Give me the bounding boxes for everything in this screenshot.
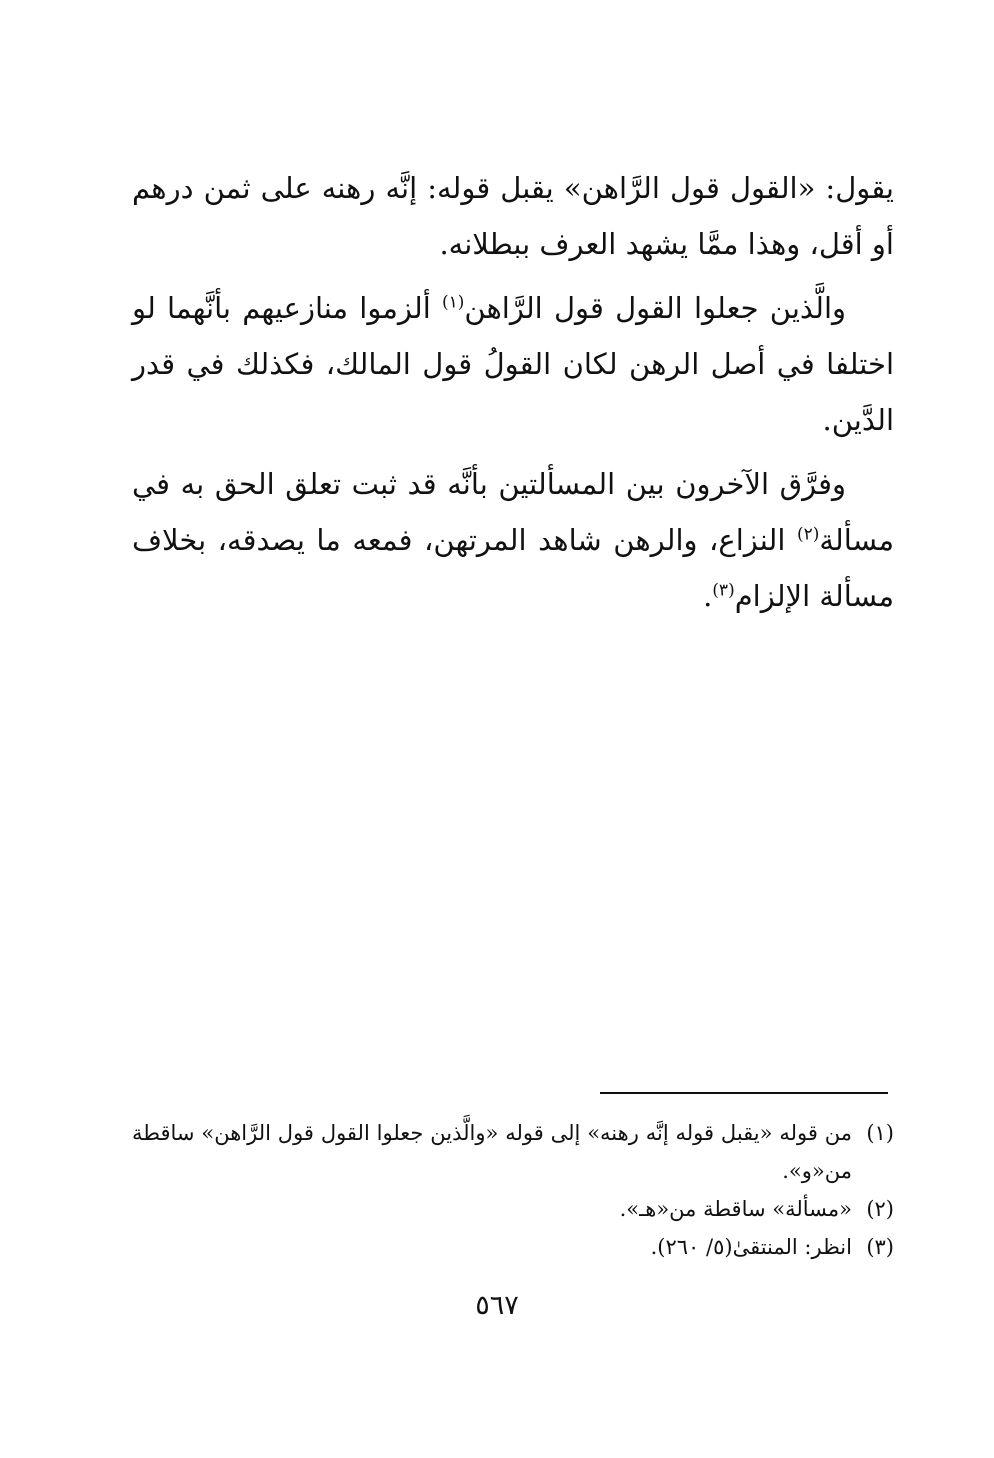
- footnote-item: [132, 1190, 894, 1228]
- footnote-text: انظر: المنتقىٰ(٥/ ٢٦٠).: [650, 1235, 852, 1259]
- footnote-number: (٣): [866, 1235, 894, 1259]
- footnote-number: (٢): [866, 1197, 894, 1221]
- footnote-ref-1: (١): [442, 292, 465, 313]
- paragraph-3-text-start: وفرَّق الآخرون بين المسألتين بأنَّه قد ثبت تعلق الحق به في مسألة: [132, 467, 894, 557]
- main-text: [132, 160, 894, 632]
- paragraph-1-text: يقول: «القول قول الرَّاهن» يقبل قوله: إنَّه رهنه على ثمن درهم أو أقل، وهذا ممَّا يشهد العرف ببطلانه.: [132, 171, 894, 261]
- footnote-ref-2: (٢): [796, 524, 820, 545]
- footnote-ref-3: (٣): [712, 580, 735, 601]
- paragraph-2-text-start: والَّذين جعلوا القول قول الرَّاهن: [464, 291, 847, 325]
- footnote-separator: [600, 1092, 888, 1094]
- paragraph-1: [132, 160, 894, 272]
- footnotes: [132, 1114, 894, 1266]
- footnote-text: من قوله «يقبل قوله إنَّه رهنه» إلى قوله «والَّذين جعلوا القول قول الرَّاهن» ساقطة من«و».: [132, 1121, 852, 1183]
- footnote-item: [132, 1228, 894, 1266]
- footnote-text: «مسألة» ساقطة من«هـ».: [619, 1197, 852, 1221]
- footnote-item: [132, 1114, 894, 1190]
- paragraph-2-text-end: ألزموا منازعيهم بأنَّهما لو اختلفا في أصل الرهن لكان القولُ قول المالك، فكذلك في قدر الدَّين.: [132, 291, 894, 437]
- page-number: ٥٦٧: [475, 1290, 519, 1321]
- paragraph-3-text-end: .: [703, 579, 713, 613]
- paragraph-3: [132, 456, 894, 624]
- footnote-number: (١): [866, 1121, 894, 1145]
- paragraph-2: [132, 280, 894, 448]
- paragraph-3-text-middle: النزاع، والرهن شاهد المرتهن، فمعه ما يصدقه، بخلاف مسألة الإلزام: [132, 523, 894, 613]
